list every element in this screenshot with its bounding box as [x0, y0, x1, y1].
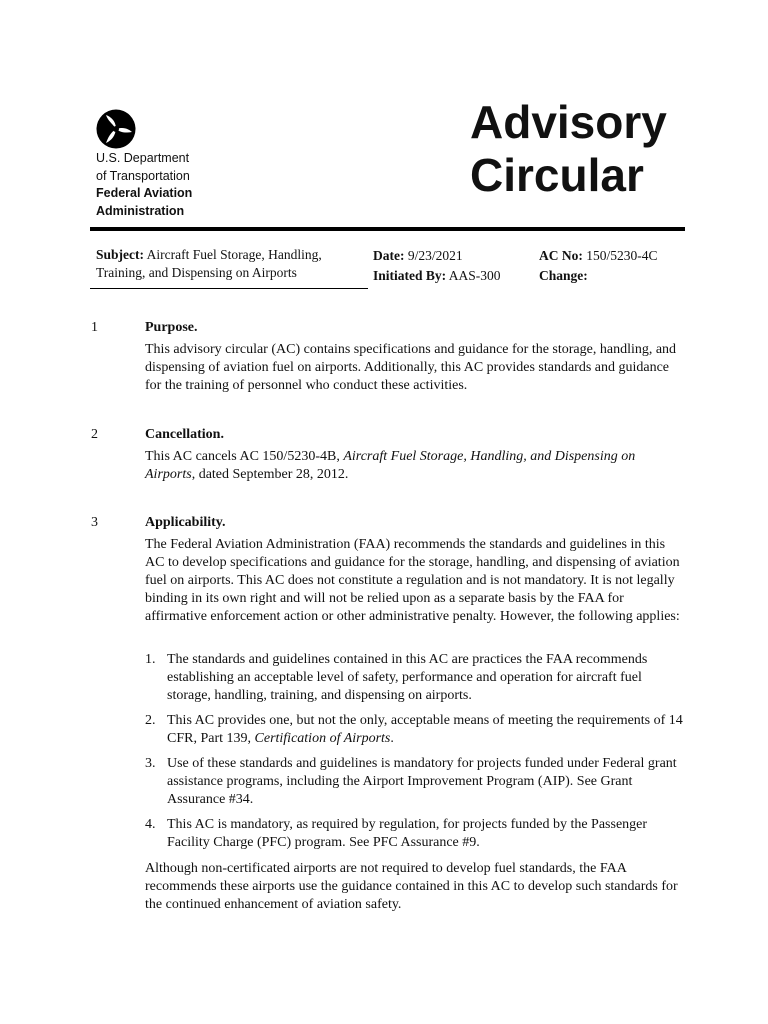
section-number: 2	[91, 427, 98, 442]
title-line-advisory: Advisory	[470, 96, 667, 148]
cancellation-text: This AC cancels AC 150/5230-4B,	[145, 449, 344, 464]
list-item-text: This AC provides one, but not the only, acceptable means of meeting the requirements of 14 CFR, Part 139,	[167, 713, 683, 746]
org-line-transportation: of Transportation	[96, 168, 190, 183]
date-block	[373, 246, 501, 286]
cancellation-date-text: , dated September 28, 2012.	[191, 467, 349, 482]
dot-triskelion-logo-icon	[96, 109, 136, 149]
list-item-number: 2.	[145, 713, 156, 728]
list-item	[145, 712, 685, 748]
initiated-value: AAS-300	[446, 268, 501, 283]
cancelled-ac-title: Aircraft Fuel Storage, Handling, and Dispensing on Airports	[145, 449, 636, 482]
title-line-circular: Circular	[470, 149, 644, 201]
subject-label: Subject:	[96, 247, 144, 262]
section-number: 3	[91, 515, 98, 530]
ac-number-label: AC No:	[539, 248, 583, 263]
cancellation-paragraph	[145, 448, 685, 484]
subject-text: Aircraft Fuel Storage, Handling, Training, and Dispensing on Airports	[96, 247, 322, 280]
org-line-department: U.S. Department	[96, 151, 190, 165]
initiated-label: Initiated By:	[373, 268, 447, 283]
applicability-list	[145, 651, 685, 859]
list-item-text: Use of these standards and guidelines is mandatory for projects funded under Federal grant assistance programs, including the Airport Improvement Program (AIP). See Grant Assurance #34.	[167, 756, 677, 807]
list-item-number: 3.	[145, 756, 156, 771]
subject-underline	[90, 288, 368, 289]
section-heading-cancellation: Cancellation.	[145, 427, 224, 442]
list-item-number: 1.	[145, 652, 156, 667]
section-number: 1	[91, 320, 98, 335]
ac-number-block	[539, 246, 658, 286]
applicability-intro-paragraph: The Federal Aviation Administration (FAA) recommends the standards and guidelines in this AC to develop specifications and guidance for the storage, handling, and dispensing of aviation fuel on airports. This AC does not constitute a regulation and is not mandatory. It is not legally binding in its own right and will not be relied upon as a separate basis by the FAA for affirmative enforcement action or other administrative penalty. However, the following applies:	[145, 537, 680, 624]
list-item	[145, 651, 685, 705]
regulation-title: Certification of Airports	[254, 731, 391, 746]
list-item-text: This AC is mandatory, as required by regulation, for projects funded by the Passenger Facility Charge (PFC) program. See PFC Assurance #9.	[167, 817, 648, 850]
org-line-administration: Administration	[96, 203, 185, 218]
subject-block	[96, 246, 358, 282]
header-divider	[90, 227, 685, 231]
list-item-text: The standards and guidelines contained in this AC are practices the FAA recommends establishing an acceptable level of safety, performance and operation for aircraft fuel storage, handling, training, and dispensing on airports.	[167, 652, 648, 703]
ac-number-value: 150/5230-4C	[582, 248, 658, 263]
section-heading-applicability: Applicability.	[145, 515, 226, 530]
date-value: 9/23/2021	[404, 248, 463, 263]
issuing-organization	[96, 150, 192, 220]
date-label: Date:	[373, 248, 405, 263]
org-line-faa: Federal Aviation	[96, 186, 193, 200]
section-heading-purpose: Purpose.	[145, 320, 198, 335]
change-label: Change:	[539, 268, 588, 283]
list-item-text-end: .	[390, 731, 394, 746]
document-title	[470, 96, 667, 202]
purpose-paragraph: This advisory circular (AC) contains specifications and guidance for the storage, handling, and dispensing of aviation fuel on airports. Additionally, this AC provides standards and guidance for the training of personnel who conduct these activities.	[145, 342, 677, 393]
list-item	[145, 755, 685, 809]
list-item-number: 4.	[145, 817, 156, 832]
applicability-closing-paragraph: Although non-certificated airports are not required to develop fuel standards, the FAA recommends these airports use the guidance contained in this AC to develop such standards for the continued enhancement of aviation safety.	[145, 861, 678, 912]
list-item	[145, 816, 685, 852]
